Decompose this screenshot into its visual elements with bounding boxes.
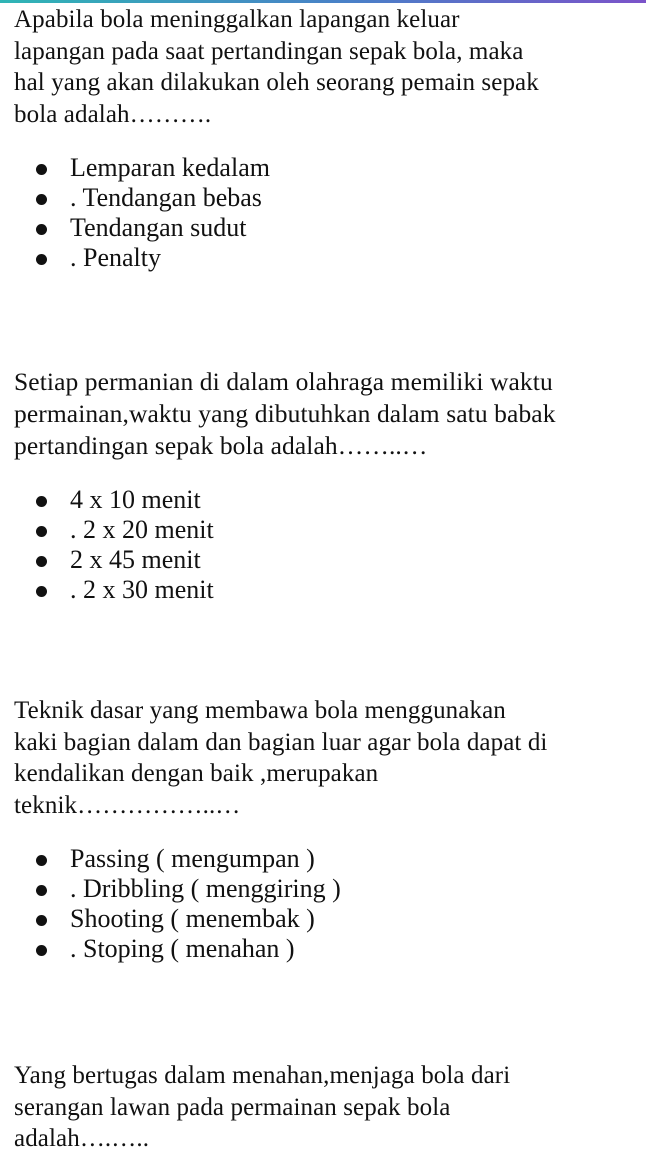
top-accent-bar xyxy=(0,0,646,3)
bullet-icon xyxy=(36,855,47,866)
option-item xyxy=(14,844,646,874)
option-label: Tendangan sudut xyxy=(70,213,247,242)
option-label: . 2 x 20 menit xyxy=(70,515,214,544)
option-list xyxy=(14,153,646,273)
option-item xyxy=(14,904,646,934)
bullet-icon xyxy=(36,556,47,567)
option-item xyxy=(14,485,646,515)
bullet-icon xyxy=(36,586,47,597)
option-item xyxy=(14,874,646,904)
question-2 xyxy=(14,366,646,605)
option-label: 4 x 10 menit xyxy=(70,485,201,514)
bullet-icon xyxy=(36,254,47,265)
bullet-icon xyxy=(36,496,47,507)
bullet-icon xyxy=(36,194,47,205)
option-list xyxy=(14,844,646,964)
bullet-icon xyxy=(36,945,47,956)
option-label: . Tendangan bebas xyxy=(70,183,262,212)
option-item xyxy=(14,213,646,243)
option-label: . Stoping ( menahan ) xyxy=(70,934,295,963)
bullet-icon xyxy=(36,885,47,896)
question-text: Teknik dasar yang membawa bola menggunakan kaki bagian dalam dan bagian luar agar bola dapat di kendalikan dengan baik ,merupakan teknik……………..… xyxy=(14,697,548,819)
question-1 xyxy=(14,4,646,273)
question-text: Setiap permanian di dalam olahraga memiliki waktu permainan,waktu yang dibutuhkan dalam satu babak pertandingan sepak bola adalah……..… xyxy=(14,367,556,460)
option-label: . 2 x 30 menit xyxy=(70,575,214,604)
bullet-icon xyxy=(36,915,47,926)
bullet-icon xyxy=(36,526,47,537)
option-item xyxy=(14,545,646,575)
option-label: Passing ( mengumpan ) xyxy=(70,844,315,873)
bullet-icon xyxy=(36,224,47,235)
option-item xyxy=(14,575,646,605)
option-label: Shooting ( menembak ) xyxy=(70,904,315,933)
question-3 xyxy=(14,695,646,964)
question-4 xyxy=(14,1060,646,1155)
option-label: Lemparan kedalam xyxy=(70,153,270,182)
question-text: Apabila bola meninggalkan lapangan keluar lapangan pada saat pertandingan sepak bola, maka hal yang akan dilakukan oleh seorang pemain sepak bola adalah………. xyxy=(14,6,539,128)
option-label: 2 x 45 menit xyxy=(70,545,201,574)
option-list xyxy=(14,485,646,605)
option-item xyxy=(14,934,646,964)
option-label: . Dribbling ( menggiring ) xyxy=(70,874,341,903)
bullet-icon xyxy=(36,164,47,175)
option-item xyxy=(14,243,646,273)
option-item xyxy=(14,183,646,213)
option-item xyxy=(14,515,646,545)
option-item xyxy=(14,153,646,183)
option-label: . Penalty xyxy=(70,243,161,272)
question-text: Yang bertugas dalam menahan,menjaga bola dari serangan lawan pada permainan sepak bola adalah….….. xyxy=(14,1062,511,1152)
